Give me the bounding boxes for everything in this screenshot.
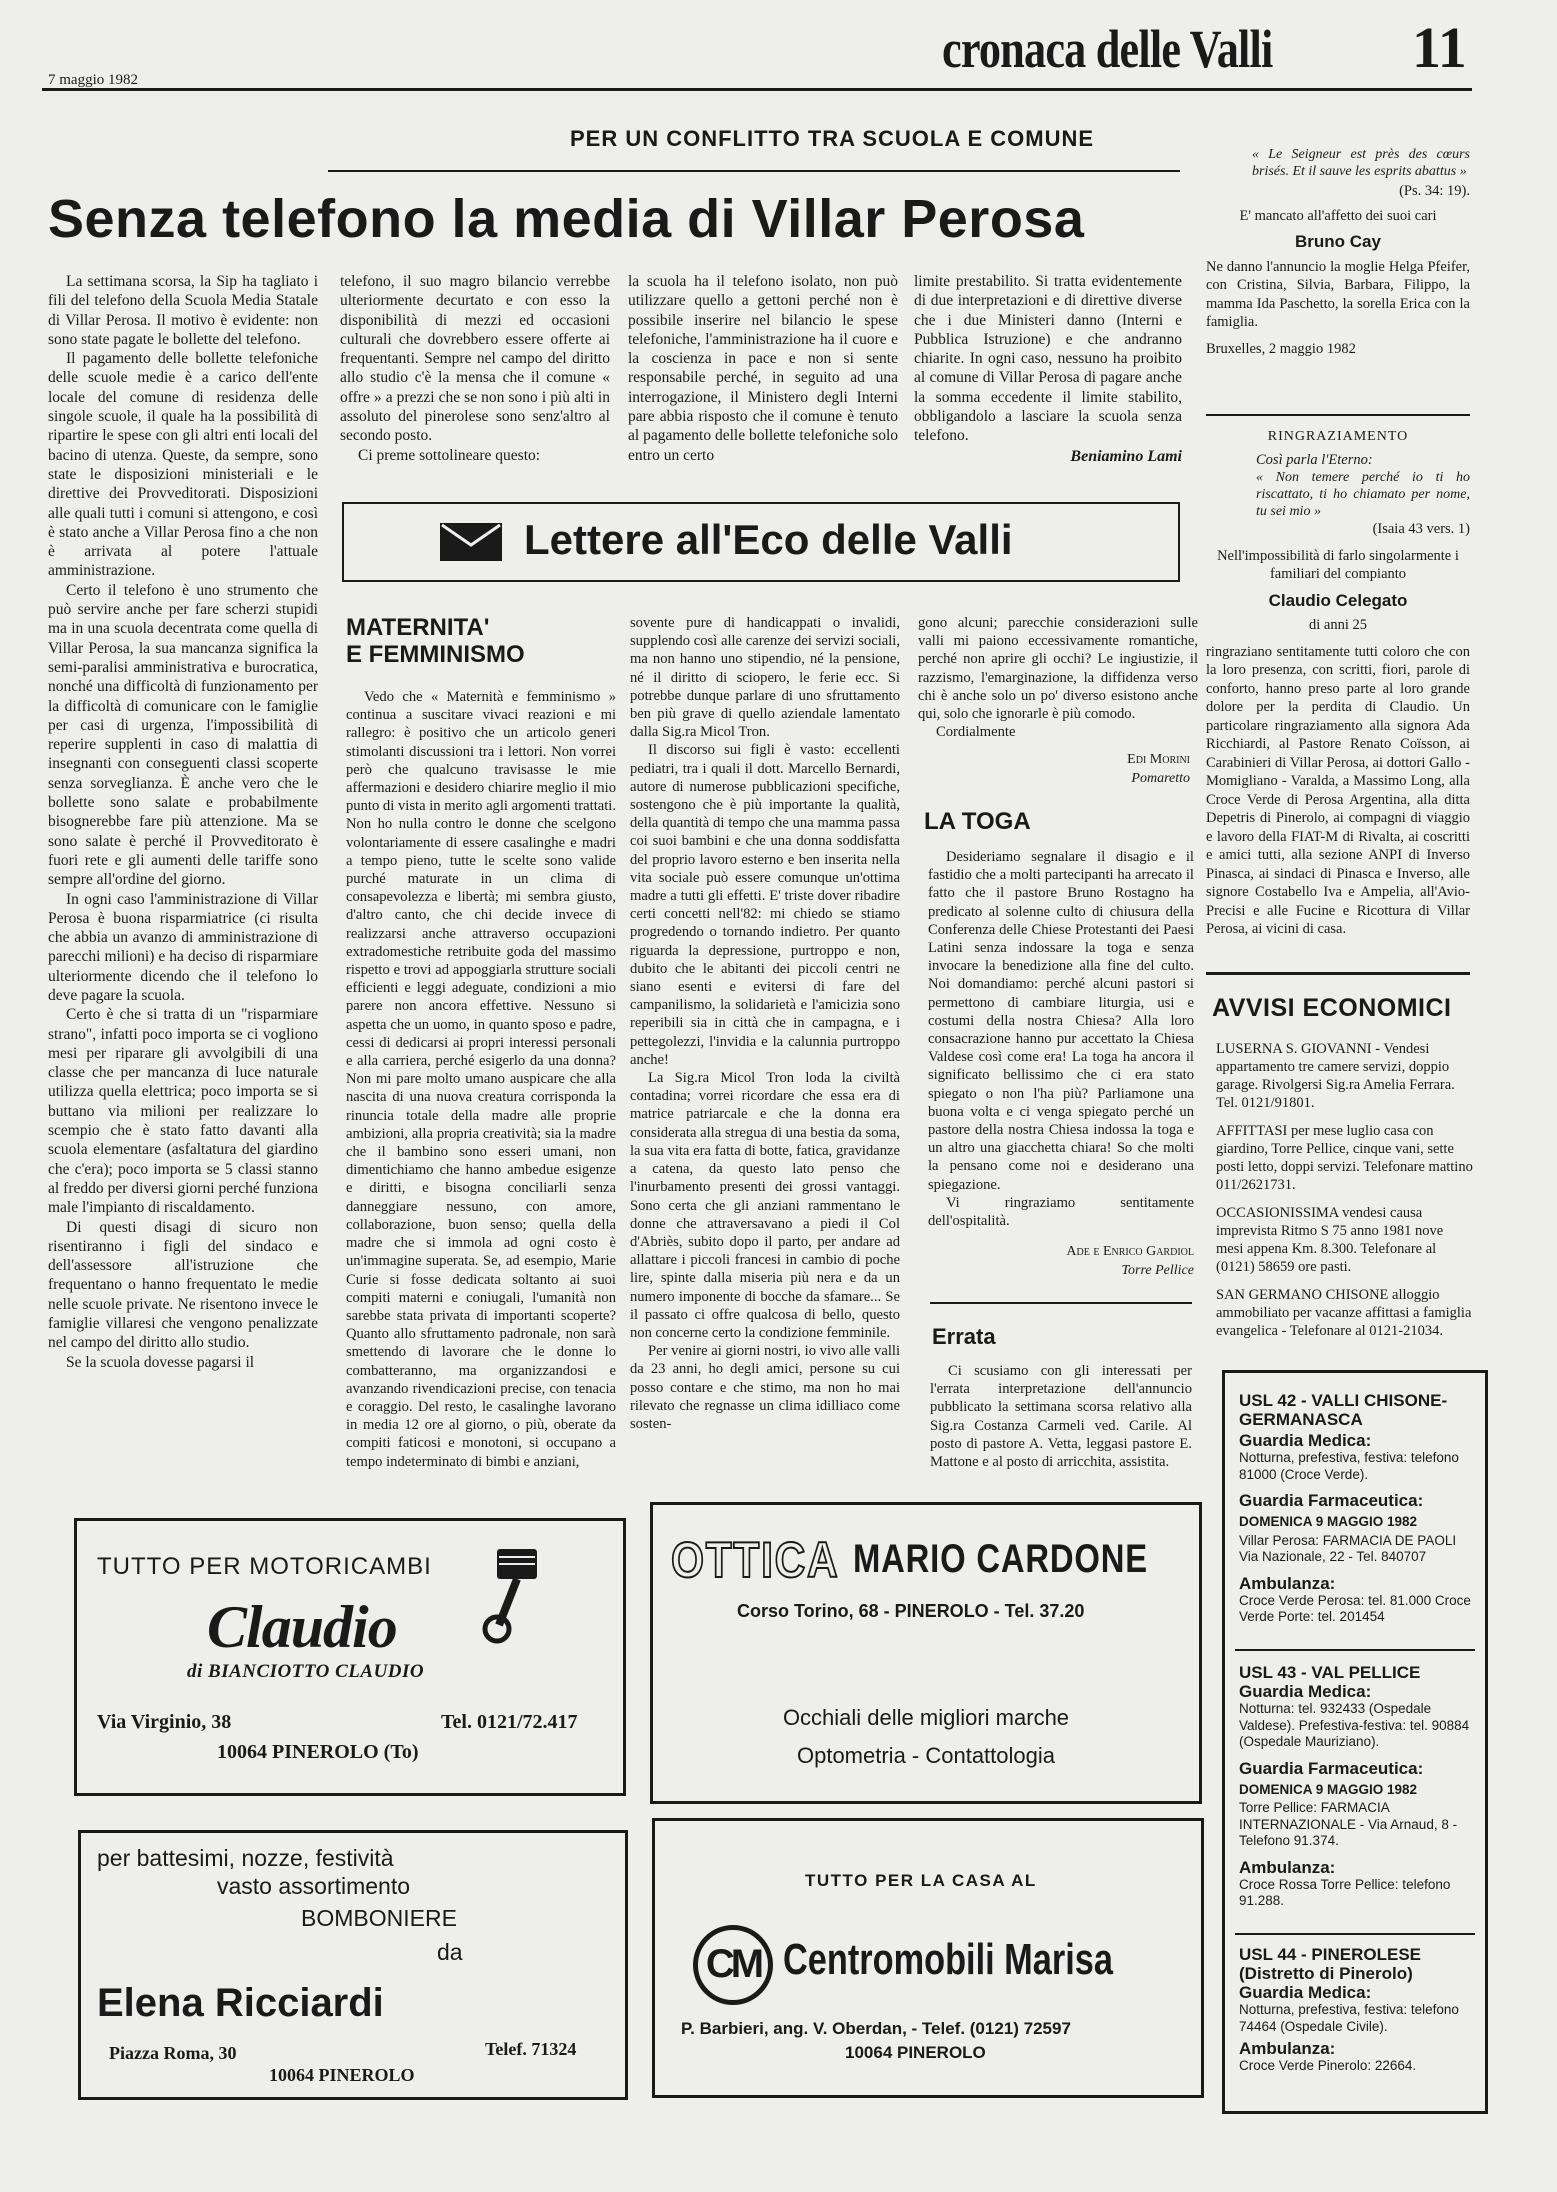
usl-divider-1 [1235, 1649, 1475, 1651]
ad-elena-brand: Elena Ricciardi [97, 1981, 384, 2025]
sidebar-rule-1 [1206, 414, 1470, 416]
letter-paragraph: gono alcuni; parecchie considerazioni sulle valli mi paiono eccessivamente romantiche, perché non aprire gli occhi? Le ingiustizie, il razzismo, l'emarginazione, la diffidenza verso chi è anche solo un po' diverso esistono anche qui, solo che ignorarle è più comodo. [918, 615, 1198, 723]
ad-claudio-phone: Tel. 0121/72.417 [441, 1711, 578, 1733]
letter-title-toga: LA TOGA [924, 808, 1031, 835]
ad-elena-line3: BOMBONIERE [301, 1905, 457, 1931]
usl-42-ambulanza-label: Ambulanza: [1239, 1573, 1336, 1593]
classified-ad: AFFITTASI per mese luglio casa con giardino, Torre Pellice, cinque vani, sette posti letto, doppi servizi. Telefonare mattino 011/2621731. [1216, 1123, 1473, 1193]
usl-42 [1239, 1391, 1473, 1626]
usl-42-farmacia-date: DOMENICA 9 MAGGIO 1982 [1239, 1514, 1418, 1529]
thanks-intro: Così parla l'Eterno: [1256, 451, 1373, 468]
usl-divider-2 [1235, 1933, 1475, 1935]
ad-ottica-brand-name: MARIO CARDONE [853, 1537, 1148, 1581]
ad-claudio-city: 10064 PINEROLO (To) [217, 1741, 419, 1763]
usl-42-medica-label: Guardia Medica: [1239, 1431, 1372, 1450]
article-kicker: PER UN CONFLITTO TRA SCUOLA E COMUNE [570, 126, 1095, 151]
usl-43-farmacia-text: Torre Pellice: FARMACIA INTERNAZIONALE - Via Arnaud, 8 - Telefono 91.374. [1239, 1800, 1458, 1848]
usl-box [1222, 1370, 1488, 2114]
ad-claudio [74, 1518, 626, 1796]
kicker-rule [328, 170, 1180, 172]
ad-centro-city: 10064 PINEROLO [845, 2043, 986, 2062]
obituary-text: Ne danno l'annuncio la moglie Helga Pfeifer, con Cristina, Silvia, Barbara, Filippo, la mamma Ida Paschetto, la sorella Erica con la famiglia. [1206, 258, 1470, 330]
usl-43-title: USL 43 - VAL PELLICE [1239, 1663, 1421, 1682]
thanks-verse: « Non temere perché io ti ho riscattato, ti ho chiamato per nome, tu sei mio » [1256, 470, 1470, 519]
ad-elena-line1: per battesimi, nozze, festività [97, 1845, 394, 1871]
article-paragraph: La settimana scorsa, la Sip ha tagliato i fili del telefono della Scuola Media Statale di Villar Perosa. Il motivo è evidente: non sono state pagate le bollette del telefono. [48, 273, 318, 348]
usl-42-ambulanza-text: Croce Verde Perosa: tel. 81.000 Croce Verde Porte: tel. 201454 [1239, 1592, 1471, 1624]
toga-signature-name: Ade e Enrico Gardiol [1066, 1244, 1194, 1259]
article-col-4 [914, 272, 1182, 457]
thanks-name: Claudio Celegato [1268, 590, 1408, 610]
sidebar-rule-2 [1206, 972, 1470, 975]
article-paragraph: Certo è che si tratta di un "risparmiare strano", infatti poco importa se ci vogliono mesi per riparare gli avvolgibili di una classe che per mancanza di luce naturale utilizza quella elettrica; poco importa se si buttano via milioni per realizzare lo scempio che è stato fatto davanti alla scuola elementare (asfaltatura del giardino che c'era); poco importa se 5 classi stanno al freddo per diversi giorni perché funziona male l'impianto di riscaldamento. [48, 1006, 318, 1217]
maternita-col-2 [630, 614, 900, 1494]
usl-44-medica-label: Guardia Medica: [1239, 1983, 1372, 2002]
ad-elena-line4: da [437, 1939, 463, 1965]
thanks-ref: (Isaia 43 vers. 1) [1372, 521, 1470, 537]
usl-44 [1239, 1945, 1473, 2075]
page-number: 11 [1412, 15, 1467, 80]
errata-title: Errata [932, 1324, 996, 1349]
ad-elena-address: Piazza Roma, 30 [109, 2043, 237, 2063]
article-paragraph: Se la scuola dovesse pagarsi il [66, 1353, 255, 1371]
ad-elena-city: 10064 PINEROLO [269, 2065, 415, 2085]
article-paragraph: la scuola ha il telefono isolato, non può utilizzare quello a gettoni perché non è possibile inserire nel bilancio le spese telefoniche, l'amministrazione ha il cuore e la coscienza in pace e non si sente responsabile perché, in seguito ad una interrogazione, il Ministero degli Interni pare abbia risposto che il comune è tenuto al pagamento delle bollette telefoniche solo entro un certo [628, 273, 898, 464]
toga-signature-place: Torre Pellice [1121, 1263, 1194, 1278]
ad-claudio-top: TUTTO PER MOTORICAMBI [97, 1553, 432, 1580]
letters-banner [342, 502, 1180, 582]
maternita-col-1 [346, 688, 616, 1493]
obituary-name: Bruno Cay [1295, 232, 1381, 251]
ad-ottica-address: Corso Torino, 68 - PINEROLO - Tel. 37.20 [737, 1601, 1085, 1621]
thanks-line: Nell'impossibilità di farlo singolarmente i familiari del compianto [1217, 547, 1459, 582]
ad-claudio-brand: Claudio [207, 1594, 397, 1660]
usl-42-title: USL 42 - VALLI CHISONE-GERMANASCA [1239, 1391, 1448, 1429]
article-col-2 [340, 272, 610, 482]
obituary-quote: « Le Seigneur est près des cœurs brisés. Et il sauve les esprits abattus » [1252, 147, 1470, 179]
obituary-missing-line: E' mancato all'affetto dei suoi cari [1239, 207, 1437, 224]
masthead-rule [42, 88, 1472, 91]
obituary-quote-ref: (Ps. 34: 19). [1399, 183, 1470, 199]
ad-elena-phone: Telef. 71324 [485, 2039, 577, 2059]
classified-ad: SAN GERMANO CHISONE alloggio ammobiliato per vacanze affittasi a famiglia evangelica - Telefonare al 0121-21034. [1216, 1287, 1472, 1339]
ad-centro-logo [693, 1925, 773, 2005]
letter-paragraph: Vi ringraziamo sentitamente dell'ospitalità. [928, 1194, 1194, 1230]
ad-ottica-line1: Occhiali delle migliori marche [782, 1705, 1070, 1730]
issue-date: 7 maggio 1982 [48, 72, 138, 88]
piston-icon [477, 1545, 547, 1645]
article-paragraph: limite prestabilito. Si tratta evidentemente di due interpretazioni e di direttive diverse che i due Ministeri danno (Interni e Pubblica Istruzione) e che andranno chiarite. In ogni caso, nessuno ha proibito al comune di Villar Perosa di pagare anche la somma eccedente il limite stabilito, obbligandolo a lasciare la scuola senza telefono. [914, 273, 1182, 445]
thanks-age: di anni 25 [1309, 617, 1367, 633]
article-col-3 [628, 272, 898, 482]
usl-43-medica-label: Guardia Medica: [1239, 1682, 1372, 1701]
article-col-1 [48, 272, 318, 1512]
masthead-title: cronaca delle Valli [942, 19, 1273, 79]
ad-centro-address: P. Barbieri, ang. V. Oberdan, - Telef. (0121) 72597 [681, 2019, 1071, 2038]
article-paragraph: Certo il telefono è uno strumento che può servire anche per fare scherzi stupidi ma in una scuola decentrata come quella di Villar Perosa, la sua mancanza significa la semi-paralisi amministrativa e burocratica, nonché una difficoltà di funzionamento per la difficoltà di comunicare con le famiglie per casi di urgenza, l'impossibilità di reperire supplenti in caso di malattia di insegnanti con conseguenti classi scoperte senza sorveglianza. È anche vero che le bollette sono salate e probabilmente bisognerebbe fare più attenzione. Ma se sono salate è perché il Provveditorato è fuori rete e gli aumenti delle tariffe sono sempre all'ordine del giorno. [48, 581, 318, 889]
classified-ad: OCCASIONISSIMA vendesi causa imprevista Ritmo S 75 anno 1981 nove mesi appena Km. 8.300. Telefonare al (0121) 58659 ore pasti. [1216, 1205, 1444, 1275]
ad-centromobili [652, 1818, 1204, 2098]
usl-43-medica-text: Notturna: tel. 932433 (Ospedale Valdese). Prefestiva-festiva: tel. 90884 (Ospedale Mauriziano). [1239, 1701, 1470, 1749]
letter-paragraph: Cordialmente [936, 724, 1016, 741]
article-paragraph: telefono, il suo magro bilancio verrebbe ulteriormente decurtato e con esso la disponibilità di mezzi ed occasioni culturali che dovrebbero essere offerte ai frequentanti. Sempre nel campo del diritto allo studio c'è la mensa che il comune « offre » a prezzi che se non sono i più alti in assoluto del pinerolese sono senz'altro al secondo posto. [340, 273, 610, 445]
maternita-col-3 [918, 614, 1198, 754]
ad-ottica-brand-outline: OTTICA [671, 1532, 840, 1588]
ad-centro-top: TUTTO PER LA CASA AL [805, 1871, 1037, 1890]
thanks [1206, 428, 1470, 939]
ad-centro-logo-text: CM [705, 1942, 761, 1986]
letter-paragraph: Desideriamo segnalare il disagio e il fastidio che a molti partecipanti ha arrecato il fatto che il pastore Bruno Rostagno ha predicato al solenne culto di chiusura della Conferenza delle Chiese Protestanti dei Paesi Latini senza indossare la toga e senza invocare la benedizione alla fine del culto. Noi domandiamo: perché alcuni pastori si permettono di cambiare liturgia, usi e costumi della nostra Chiesa? Alla loro consacrazione hanno pur accettato la Chiesa Valdese così come era! La toga ha ancora il significato bellissimo che ci era stato spiegato o non l'ha più? Parliamone una buona volta e ci venga spiegato perché un pastore della nostra Chiesa indossa la toga e un altro una giacchetta chiara! So che molti la pensano come noi e desiderano una spiegazione. [928, 849, 1194, 1193]
usl-44-ambulanza-label: Ambulanza: [1239, 2039, 1336, 2058]
usl-42-medica-text: Notturna, prefestiva, festiva: telefono 81000 (Croce Verde). [1239, 1450, 1459, 1482]
article-headline: Senza telefono la media di Villar Perosa [48, 189, 1085, 249]
article-paragraph: Ci preme sottolineare questo: [358, 446, 541, 464]
errata-rule [930, 1302, 1192, 1304]
ad-claudio-address: Via Virginio, 38 [97, 1711, 232, 1733]
letter-paragraph: sovente pure di handicappati o invalidi, supplendo così alle carenze dei servizi sociali, ma non hanno uno stipendio, né la pensione, né il diritto di sciopero, le ferie ecc. Si potrebbe dunque parlare di uno sfruttamento ben più grave di quello aziendale lamentato dalla Sig.ra Micol Tron. [630, 615, 900, 741]
obituary [1206, 146, 1470, 358]
article-paragraph: In ogni caso l'amministrazione di Villar Perosa è buona risparmiatrice (ci risulta che abbia un avanzo di amministrazione di parecchi milioni) e ha deciso di risparmiare ulteriormente dicendo che il telefono lo deve pagare la scuola. [48, 890, 318, 1004]
article-signature: Beniamino Lami [1070, 448, 1182, 465]
letter-title-maternita: MATERNITA' E FEMMINISMO [346, 614, 525, 668]
letters-banner-title: Lettere all'Eco delle Valli [524, 516, 1013, 563]
letter-paragraph: Per venire ai giorni nostri, io vivo alle valli da 23 anni, ho degli amici, persone su cui posso contare e che stimo, ma non ho mai rilevato che regnasse un clima idilliaco come sosten- [630, 1343, 900, 1432]
toga-body [928, 848, 1194, 1238]
ad-centro-brand: Centromobili Marisa [783, 1935, 1113, 1984]
ad-elena [78, 1830, 628, 2100]
envelope-icon [440, 523, 502, 561]
letter-paragraph: Il discorso sui figli è vasto: eccellenti pediatri, tra i quali il dott. Marcello Bernardi, autore di numerose pubblicazioni specifiche, sostengono che è più importante la qualità, della quantità di tempo che una mamma passa coi suoi bambini e che una donna soddisfatta del proprio lavoro esterno e ben inserita nella vita sociale può essere comunque un'ottima madre a tutti gli effetti. E' triste dover ribadire certi concetti nell'82: mi chiedo se stiamo progredendo o tornando indietro. Per quanto riguarda la depressione, purtroppo e non, dubito che le abitanti dei piccoli centri ne siano esenti e evitersi di fare del campanilismo, la solidarietà e l'amicizia sono reperibili sia in città che in campagna, e i pettegolezzi, l'invidia e la calunnia purtroppo anche! [630, 742, 900, 1068]
avvisi-list [1216, 1040, 1474, 1350]
usl-43-ambulanza-text: Croce Rossa Torre Pellice: telefono 91.288. [1239, 1876, 1451, 1908]
errata-body [930, 1362, 1192, 1492]
ad-ottica-line2: Optometria - Contattologia [796, 1743, 1056, 1768]
classified-ad: LUSERNA S. GIOVANNI - Vendesi appartamento tre camere servizi, doppio garage. Rivolgersi Sig.ra Amelia Ferrara. Tel. 0121/91801. [1216, 1041, 1455, 1111]
thanks-body: ringraziano sentitamente tutti coloro che con la loro presenza, con scritti, fiori, parole di conforto, hanno preso parte al loro grande dolore per la perdita di Claudio. Un particolare ringraziamento alla signora Ada Ricchiardi, al Pastore Renato Coïsson, ai Carabinieri di Villar Perosa, ai dottori Gallo - Momigliano - Varalda, a Massimo Long, alla Croce Verde di Perosa Argentina, alla ditta Depetris di Pinerolo, ai compagni di viaggio e lavoro della FIAT-M di Rivalta, ai coscritti e amici tutti, alla sezione ANPI di Inverso Pinasca, ai sindaci di Pinasca e Inverso, alle signore Costabello Iva e Ampelia, all'Avio-Precisi e alle Fucine e Ricottura di Villar Perosa, ai vicini di casa. [1206, 643, 1470, 937]
avvisi-title: AVVISI ECONOMICI [1212, 994, 1452, 1022]
maternita-signature-name: Edi Morini [1127, 752, 1190, 767]
usl-43-farmacia-date: DOMENICA 9 MAGGIO 1982 [1239, 1781, 1418, 1797]
thanks-title: RINGRAZIAMENTO [1267, 429, 1409, 444]
letter-paragraph: Vedo che « Maternità e femminismo » continua a suscitare vivaci reazioni e mi rallegro: è positivo che un articolo generi stimolanti discussioni tra i lettori. Non vorrei però che qualcuno travisasse le mie affermazioni e desidero chiarire meglio il mio punto di vista in merito agli argomenti trattati. Non ho nulla contro le donne che scelgono volontariamente di essere casalinghe e madri a tempo pieno, tutte le scelte sono valide purché maturate in un clima di consapevolezza e libertà; mi sembra giusto, d'altro canto, che chi decide invece di realizzarsi anche attraverso occupazioni extradomestiche retribuite goda del massimo rispetto e trovi ad appoggiarla strutture sociali efficienti e leggi adeguate, condizioni a mio parere non ancora effettive. Nessuno si aspetta che un uomo, in quanto sposo e padre, cessi di dedicarsi ai propri interessi personali e alla carriera, perché esigerlo da una donna? Non mi pare molto umano auspicare che alla nascita di una nuova creatura corrisponda la rinuncia totale della madre alle proprie ambizioni, alla propria creatività; sia la madre che il bambino sono esseri umani, non dimentichiamo che hanno ambedue esigenze e diritti, e bisogna conciliarli senza danneggiare nessuno, con amore, collaborazione, buon senso; quella della madre che si immola ad ogni costo è un'immagine superata. Se, ad esempio, Marie Curie si fosse dedicata soltanto ai suoi compiti materni e coniugali, l'umanità non sarebbe stata privata di importanti scoperte? Quanto allo sfruttamento padronale, non sarà smettendo di lavorare che le donne lo combatteranno, ma organizzandosi e avanzando rivendicazioni precise, con tenacia e coraggio. Del resto, le casalinghe lavorano in media 12 ore al giorno, o più, oberate da compiti faticosi e monotoni, si occupano a tempo indeterminato di bimbi e anziani, [346, 689, 616, 1470]
article-paragraph: Il pagamento delle bollette telefoniche delle scuole medie è a carico dell'ente locale del comune di residenza delle singole scuole, il quale ha la possibilità di ripartire le spese con gli altri enti locali del bacino di utenza. Queste, da sempre, sono state le disposizioni ministeriali e le direttive dei Provveditorati. Disposizioni alle quali tutti i comuni si attengono, e così è stato anche a Villar Perosa fino a che non è arrivata al potere l'attuale amministrazione. [48, 350, 318, 580]
maternita-signature-place: Pomaretto [1131, 771, 1190, 786]
usl-44-ambulanza-text: Croce Verde Pinerolo: 22664. [1239, 2058, 1417, 2073]
ad-ottica [650, 1502, 1202, 1804]
usl-42-farmacia-label: Guardia Farmaceutica: [1239, 1491, 1424, 1510]
ad-claudio-owner: di BIANCIOTTO CLAUDIO [187, 1661, 425, 1682]
obituary-place-date: Bruxelles, 2 maggio 1982 [1206, 340, 1356, 357]
usl-44-title: USL 44 - PINEROLESE (Distretto di Pinerolo) [1239, 1945, 1422, 1983]
usl-42-farmacia-text: Villar Perosa: FARMACIA DE PAOLI Via Nazionale, 22 - Tel. 840707 [1239, 1532, 1457, 1564]
letter-paragraph: La Sig.ra Micol Tron loda la civiltà contadina; vorrei ricordare che essa era di matrice patriarcale e che la donna era considerata alla stregua di una bestia da soma, la sua vita era fatta di botte, fatica, gravidanze a catena, da questo lato penso che l'inurbamento presenti dei grossi vantaggi. Sono certa che gli anziani rammentano le donne che attraversavano a piedi il Col d'Abriès, subito dopo il parto, per andare ad allattare i piccoli francesi in cambio di poche lire, spinte dalla miseria più nera e da un numero imponente di bocche da sfamare... Se il passato ci offre qualcosa di bello, questo non concerne certo la condizione femminile. [630, 1070, 900, 1341]
usl-44-medica-text: Notturna, prefestiva, festiva: telefono 74464 (Ospedale Civile). [1239, 2002, 1459, 2034]
errata-paragraph: Ci scusiamo con gli interessati per l'errata interpretazione dell'annuncio pubblicato la settimana scorsa relativo alla Sig.ra Costanza Carmeli ved. Carile. Al posto di pastore A. Vetta, leggasi pastore E. Mattone e al posto di arricchita, assistita. [930, 1363, 1192, 1471]
usl-43-ambulanza-label: Ambulanza: [1239, 1857, 1336, 1877]
ad-elena-line2: vasto assortimento [217, 1873, 411, 1899]
usl-43 [1239, 1663, 1473, 1910]
article-paragraph: Di questi disagi di sicuro non risentiranno i figli del sindaco e dell'assessore all'istruzione che frequentano o hanno frequentato le medie nelle scuole private. Ne risentono invece le famiglie villaresi che vengono penalizzate nel campo del diritto allo studio. [48, 1218, 318, 1352]
usl-43-farmacia-label: Guardia Farmaceutica: [1239, 1758, 1424, 1778]
